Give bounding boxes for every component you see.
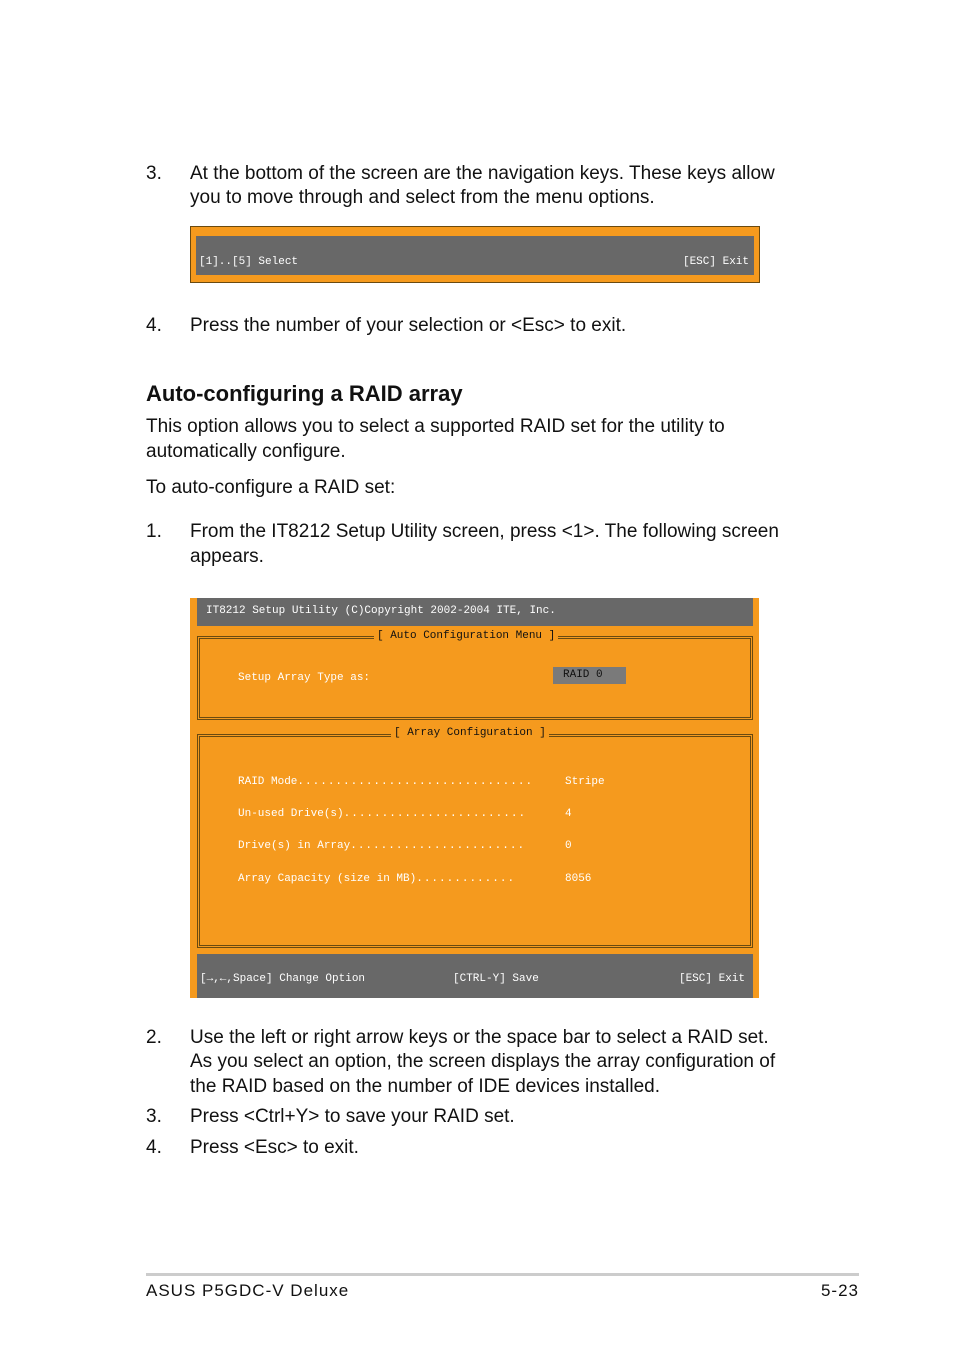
step-number: 3. <box>146 163 162 184</box>
save-hint: [CTRL-Y] Save <box>453 973 539 985</box>
config-row <box>238 808 718 820</box>
array-configuration-legend: [ Array Configuration ] <box>391 727 549 739</box>
screen-footer-bar <box>197 954 753 998</box>
config-row <box>238 873 718 885</box>
step-number: 4. <box>146 315 162 336</box>
step-text-line: Press the number of your selection or <Esc> to exit. <box>190 315 627 336</box>
config-row-dots: ........................ <box>343 808 527 820</box>
screen-title-bar <box>197 598 753 626</box>
change-option-hint: [→,←,Space] Change Option <box>200 973 366 985</box>
step-text-line: As you select an option, the screen displays the array configuration of <box>190 1051 776 1072</box>
step-number: 4. <box>146 1137 162 1158</box>
exit-hint: [ESC] Exit <box>678 973 745 985</box>
config-row-dots: ............................... <box>297 776 534 788</box>
config-row-value: 0 <box>565 840 572 852</box>
navigation-bar <box>196 236 754 275</box>
config-row-dots: ............. <box>416 873 516 885</box>
setup-array-type-label: Setup Array Type as: <box>238 672 371 684</box>
config-row-label: RAID Mode <box>238 776 298 788</box>
raid-type-selector[interactable] <box>553 667 626 684</box>
section-heading: Auto-configuring a RAID array <box>146 381 463 406</box>
config-row-label: Array Capacity (size in MB) <box>238 873 417 885</box>
step-text-line: you to move through and select from the menu options. <box>190 187 655 208</box>
config-row-label: Un-used Drive(s) <box>238 808 344 820</box>
step-text-line: Use the left or right arrow keys or the space bar to select a RAID set. <box>190 1027 769 1048</box>
navigation-keys-figure <box>190 226 760 283</box>
raid-type-value: RAID 0 <box>563 669 603 681</box>
select-hint: [1]..[5] Select <box>199 256 299 268</box>
auto-configuration-menu-legend: [ Auto Configuration Menu ] <box>374 630 558 642</box>
step-text-line: Press <Esc> to exit. <box>190 1137 359 1158</box>
section-intro: To auto-configure a RAID set: <box>146 477 396 498</box>
config-row-value: Stripe <box>565 776 605 788</box>
section-paragraph-line: automatically configure. <box>146 441 346 462</box>
screen-title: IT8212 Setup Utility (C)Copyright 2002-2004 ITE, Inc. <box>206 605 556 617</box>
config-row-value: 8056 <box>565 873 592 885</box>
step-text-line: Press <Ctrl+Y> to save your RAID set. <box>190 1106 515 1127</box>
step-number: 1. <box>146 521 162 542</box>
config-row <box>238 840 718 852</box>
exit-hint: [ESC] Exit <box>682 256 749 268</box>
step-text-line: the RAID based on the number of IDE devices installed. <box>190 1076 660 1097</box>
config-row-dots: ....................... <box>350 840 526 852</box>
footer-divider <box>146 1273 859 1276</box>
step-text-line: appears. <box>190 546 264 567</box>
footer-product-name: ASUS P5GDC-V Deluxe <box>146 1281 350 1300</box>
auto-configuration-screen <box>190 598 759 998</box>
step-text-line: From the IT8212 Setup Utility screen, press <1>. The following screen <box>190 521 779 542</box>
config-row-value: 4 <box>565 808 572 820</box>
array-configuration-frame <box>197 734 753 948</box>
config-row-label: Drive(s) in Array <box>238 840 351 852</box>
config-row <box>238 776 718 788</box>
step-text-line: At the bottom of the screen are the navigation keys. These keys allow <box>190 163 775 184</box>
footer-page-number: 5-23 <box>820 1281 859 1300</box>
step-number: 3. <box>146 1106 162 1127</box>
step-number: 2. <box>146 1027 162 1048</box>
section-paragraph-line: This option allows you to select a supported RAID set for the utility to <box>146 416 725 437</box>
auto-configuration-menu-frame <box>197 636 753 720</box>
